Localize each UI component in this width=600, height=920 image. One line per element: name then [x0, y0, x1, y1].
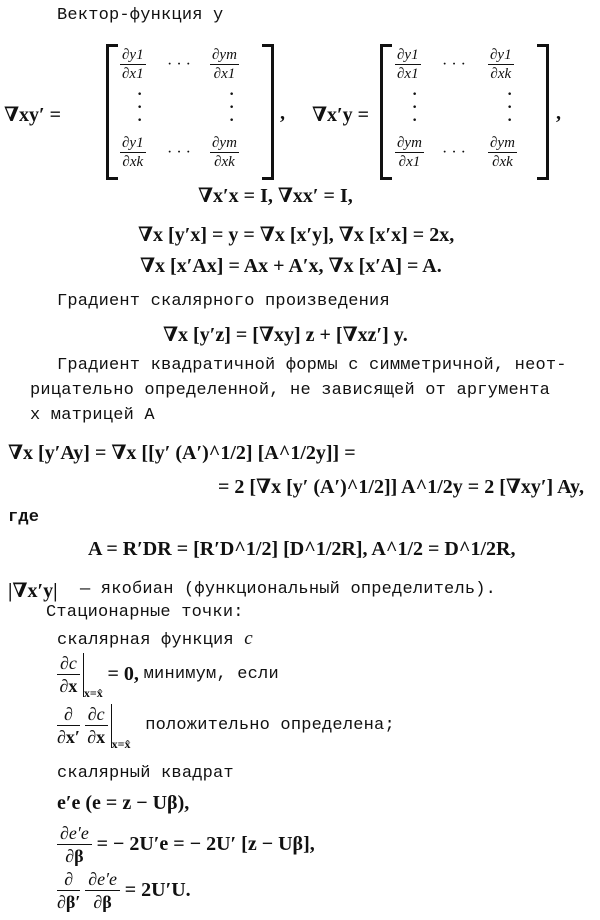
label-scalar-square: скалярный квадрат — [57, 764, 234, 783]
symbol-c: c — [244, 628, 253, 649]
matrix2-cell-top-left: $\frac{\partial y1}{\partial x1}$ — [397, 47, 419, 82]
matrix1-cell-top-left: $\frac{\partial y1}{\partial x1}$ — [122, 47, 144, 82]
jacobian-comma-1: , — [280, 102, 285, 124]
equation-identity: ∇x′x = I, ∇xx′ = I, — [198, 185, 353, 207]
matrix1-hdots-top: · · · — [167, 56, 191, 73]
equation-quadratic-2: = 2 [∇x [y′ (A′)^1/2]] A^1/2y = 2 [∇xy′] Ay, — [218, 476, 584, 498]
word-where: где — [8, 508, 40, 527]
matrix2-right-bracket — [537, 44, 549, 180]
matrix2-cell-top-right: $\frac{\partial y1}{\partial xk}$ — [490, 47, 512, 82]
equation-second-derivative: $\frac{\partial}{\partial x'}$ $\frac{\partial c}{\partial x}$ $_{x=x̂}$ положительно определена; — [57, 704, 395, 751]
equation-quadratic-1: ∇x [y′Ay] = ∇x [[y′ (A′)^1/2] [A^1/2y]] = — [8, 442, 356, 464]
matrix2-cell-bottom-left: $\frac{\partial ym}{\partial x1}$ — [397, 135, 422, 170]
matrix1-cell-top-right: $\frac{\partial ym}{\partial x1}$ — [212, 47, 237, 82]
equation-ee: e′e (e = z − Uβ), — [57, 792, 190, 814]
jacobian-lhs-1: ∇xy′ = — [4, 104, 62, 126]
matrix1-cell-bottom-left: $\frac{\partial y1}{\partial xk}$ — [122, 135, 144, 170]
heading-vector-function: Вектор-функция y — [57, 6, 224, 25]
matrix1-cell-bottom-right: $\frac{\partial ym}{\partial xk}$ — [212, 135, 237, 170]
matrix1-left-bracket — [106, 44, 118, 180]
jacobian-comma-2: , — [556, 102, 561, 124]
matrix2-hdots-top: · · · — [442, 56, 466, 73]
matrix2-cell-bottom-right: $\frac{\partial ym}{\partial xk}$ — [490, 135, 515, 170]
paragraph-quadratic-line-1: Градиент квадратичной формы с симметричной, неот- — [57, 356, 567, 375]
jacobian-lhs-2: ∇x′y = — [312, 104, 370, 126]
equation-derivative-ee: $\frac{\partial e'e}{\partial\beta}$ = − 2U′e = − 2U′ [z − Uβ], — [57, 822, 315, 867]
equation-decomposition: A = R′DR = [R′D^1/2] [D^1/2R], A^1/2 = D^1/2R, — [88, 538, 516, 560]
paragraph-quadratic-line-3: x матрицей A — [30, 406, 155, 425]
heading-stationary-points: Стационарные точки: — [46, 603, 244, 622]
equation-gradient-scalar: ∇x [y′z] = [∇xy] z + [∇xz′] y. — [163, 324, 408, 346]
matrix2-vdots-left: · · · — [412, 86, 418, 129]
equation-gradient-quadratic: ∇x [x′Ax] = Ax + A′x, ∇x [x′A] = A. — [140, 255, 442, 277]
heading-gradient-scalar: Градиент скалярного произведения — [57, 292, 390, 311]
matrix2-hdots-bottom: · · · — [442, 144, 466, 161]
jacobian-det-description: — якобиан (функциональный определитель). — [80, 580, 497, 599]
equation-second-derivative-ee: $\frac{\partial}{\partial\beta'}$ $\frac{\partial e'e}{\partial\beta}$ = 2U′U. — [57, 869, 191, 912]
matrix2-left-bracket — [380, 44, 392, 180]
matrix1-vdots-right: · · · — [229, 86, 235, 129]
matrix1-hdots-bottom: · · · — [167, 144, 191, 161]
paragraph-quadratic-line-2: рицательно определенной, не зависящей от аргумента — [30, 381, 551, 400]
equation-first-derivative: $\frac{\partial c}{\partial x}$ $_{x=x̂}$ = 0, минимум, если — [57, 652, 279, 701]
matrix1-right-bracket — [262, 44, 274, 180]
matrix2-vdots-right: · · · — [507, 86, 513, 129]
equation-gradient-inner: ∇x [y′x] = y = ∇x [x′y], ∇x [x′x] = 2x, — [138, 224, 455, 246]
jacobian-det-symbol: |∇x′y| — [8, 580, 58, 602]
label-scalar-function: скалярная функция c — [57, 628, 253, 650]
matrix1-vdots-left: · · · — [137, 86, 143, 129]
